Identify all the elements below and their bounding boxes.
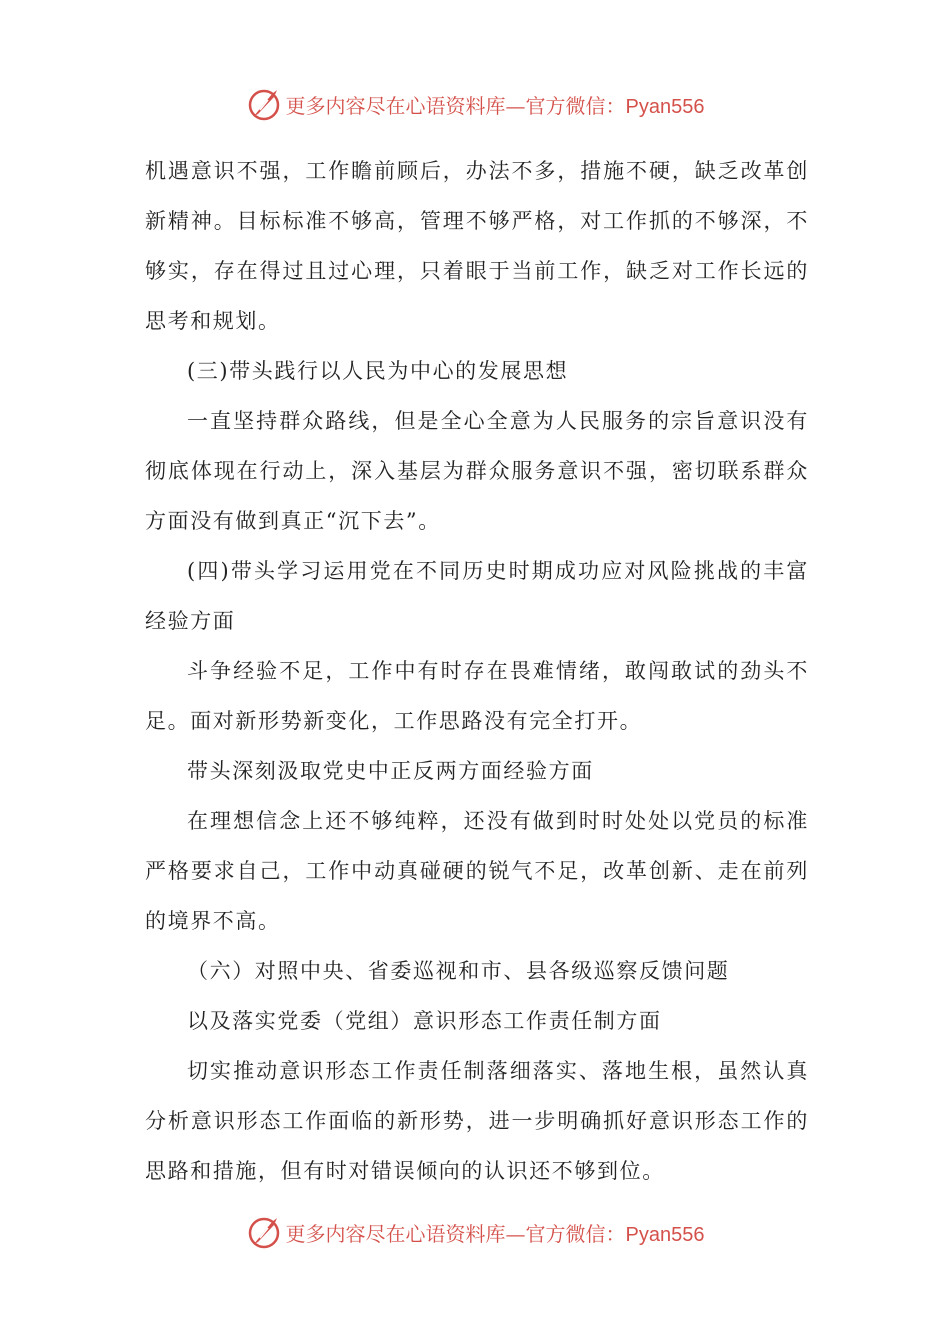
header-banner-text	[286, 90, 705, 119]
section-heading-4: (四)带头学习运用党在不同历史时期成功应对风险挑战的丰富经验方面	[145, 559, 809, 633]
paragraph-4: 在理想信念上还不够纯粹，还没有做到时时处处以党员的标准严格要求自己，工作中动真碰硬的锐气不足，改革创新、走在前列的境界不高。	[145, 809, 809, 933]
header-dash: —	[505, 93, 526, 118]
footer-site-name: 更多内容尽在心语资料库	[285, 1221, 506, 1246]
section-heading-3: (三)带头践行以人民为中心的发展思想	[187, 359, 569, 383]
header-wechat-label: 官方微信：	[525, 93, 626, 118]
quill-logo-icon	[246, 86, 282, 122]
paragraph-1: 机遇意识不强，工作瞻前顾后，办法不多，措施不硬，缺乏改革创新精神。目标标准不够高，管理不够严格，对工作抓的不够深，不够实，存在得过且过心理，只着眼于当前工作，缺乏对工作长远的思考和规划。	[145, 159, 809, 333]
paragraph-2: 一直坚持群众路线，但是全心全意为人民服务的宗旨意识没有彻底体现在行动上，深入基层为群众服务意识不强，密切联系群众方面没有做到真正“沉下去”。	[145, 409, 809, 533]
section-heading-5: 带头深刻汲取党史中正反两方面经验方面	[187, 759, 594, 783]
footer-wechat-id: Pyan556	[625, 1223, 705, 1246]
footer-banner-text	[286, 1218, 705, 1247]
footer-watermark-banner	[0, 1212, 950, 1252]
section-heading-6a: （六）对照中央、省委巡视和市、县各级巡察反馈问题	[187, 959, 730, 983]
paragraph-5: 切实推动意识形态工作责任制落细落实、落地生根，虽然认真分析意识形态工作面临的新形势，进一步明确抓好意识形态工作的思路和措施，但有时对错误倾向的认识还不够到位。	[145, 1059, 809, 1183]
header-wechat-id: Pyan556	[625, 95, 705, 118]
paragraph-3: 斗争经验不足，工作中有时存在畏难情绪，敢闯敢试的劲头不足。面对新形势新变化，工作思路没有完全打开。	[145, 659, 809, 733]
section-heading-6b: 以及落实党委（党组）意识形态工作责任制方面	[187, 1009, 662, 1033]
footer-wechat-label: 官方微信：	[525, 1221, 626, 1246]
footer-dash: —	[505, 1221, 526, 1246]
document-body	[145, 146, 809, 1196]
header-watermark-banner	[0, 84, 950, 124]
quill-logo-icon	[246, 1214, 282, 1250]
header-site-name: 更多内容尽在心语资料库	[285, 93, 506, 118]
